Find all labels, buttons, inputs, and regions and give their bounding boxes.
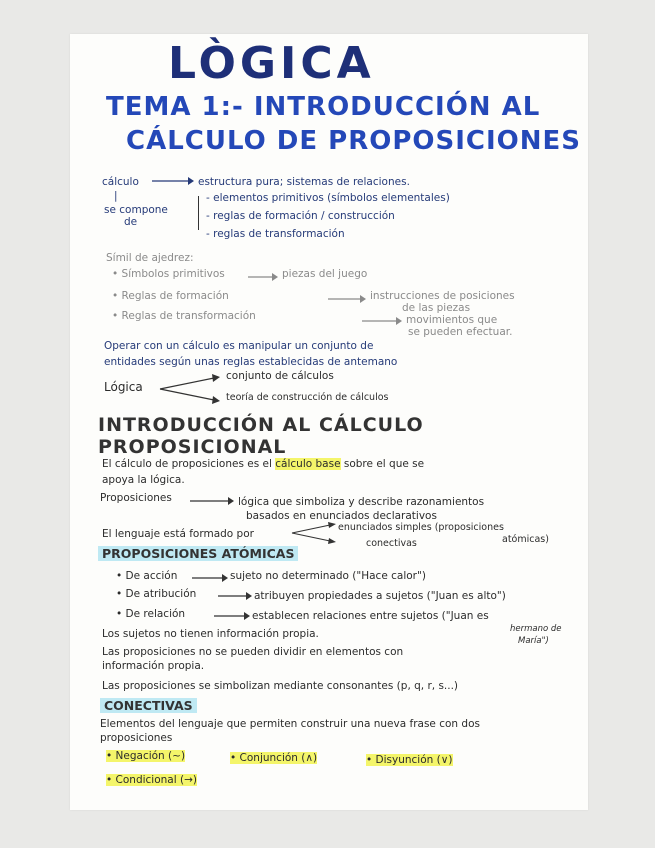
proposiciones-text: lógica que simboliza y describe razonamientos (238, 496, 485, 508)
atomica-text: sujeto no determinado ("Hace calor") (230, 570, 426, 582)
calculo-word: cálculo (102, 176, 139, 188)
operar-line: Operar con un cálculo es manipular un conjunto de (104, 340, 374, 352)
tema-title-line2: CÁLCULO DE PROPOSICIONES (126, 126, 581, 156)
tema-title-line1: TEMA 1:- INTRODUCCIÓN AL (106, 92, 541, 122)
vertical-tick: | (114, 190, 118, 202)
atomica-label: • De relación (116, 608, 186, 620)
note-line: Las proposiciones se simbolizan mediante consonantes (p, q, r, s...) (102, 680, 459, 692)
intro-line: apoya la lógica. (102, 474, 185, 486)
proposiciones-text: basados en enunciados declarativos (246, 510, 437, 522)
logica-branch: conjunto de cálculos (226, 370, 334, 382)
atomica-text: atribuyen propiedades a sujetos ("Juan es alto") (254, 590, 506, 602)
note-line: Las proposiciones no se pueden dividir en elementos con (102, 646, 404, 658)
conectiva-conjuncion: • Conjunción (∧) (230, 752, 318, 764)
ajedrez-left: • Reglas de transformación (112, 310, 256, 322)
branch-arrow-icon (292, 522, 336, 544)
ajedrez-right: piezas del juego (282, 268, 368, 280)
section-title: INTRODUCCIÓN AL CÁLCULO PROPOSICIONAL (98, 414, 588, 458)
note-line: Los sujetos no tienen información propia. (102, 628, 319, 640)
ajedrez-right: movimientos que (406, 314, 498, 326)
proposiciones-word: Proposiciones (100, 492, 172, 504)
highlighted-term: cálculo base (275, 458, 341, 470)
ajedrez-left: • Reglas de formación (112, 290, 229, 302)
se-compone-de: de (124, 216, 138, 228)
arrow-icon (214, 611, 250, 621)
arrow-icon (248, 272, 278, 282)
atomicas-heading: PROPOSICIONES ATÓMICAS (98, 546, 298, 561)
arrow-icon (328, 294, 366, 304)
brace (198, 196, 205, 230)
operar-line: entidades según unas reglas establecidas de antemano (104, 356, 398, 368)
calculo-definition: estructura pura; sistemas de relaciones. (198, 176, 410, 188)
ajedrez-right: instrucciones de posiciones (370, 290, 515, 302)
lenguaje-branch: conectivas (366, 538, 417, 549)
atomica-tail: hermano de (510, 624, 562, 634)
ajedrez-heading: Símil de ajedrez: (106, 252, 194, 264)
conectivas-definition: Elementos del lenguaje que permiten construir una nueva frase con dos (100, 718, 480, 730)
ajedrez-right: de las piezas (402, 302, 471, 314)
logica-branch: teoría de construcción de cálculos (226, 392, 389, 403)
arrow-icon (192, 573, 228, 583)
note-line: información propia. (102, 660, 205, 672)
arrow-icon (362, 316, 402, 326)
lenguaje-text: El lenguaje está formado por (102, 528, 254, 540)
calculo-item: - reglas de transformación (206, 228, 345, 240)
conectivas-definition: proposiciones (100, 732, 173, 744)
lenguaje-branch: enunciados simples (proposiciones (338, 522, 504, 533)
lenguaje-branch: atómicas) (502, 534, 549, 545)
atomica-label: • De atribución (116, 588, 197, 600)
atomica-label: • De acción (116, 570, 178, 582)
atomica-tail: María") (518, 636, 549, 646)
conectiva-condicional: • Condicional (→) (106, 774, 197, 786)
calculo-item: - reglas de formación / construcción (206, 210, 395, 222)
se-compone-label: se compone (104, 204, 168, 216)
conectiva-disyuncion: • Disyunción (∨) (366, 754, 453, 766)
arrow-icon (218, 591, 252, 601)
ajedrez-left: • Símbolos primitivos (112, 268, 225, 280)
conectiva-negacion: • Negación (~) (106, 750, 186, 762)
ajedrez-right: se pueden efectuar. (408, 326, 513, 338)
atomica-text: establecen relaciones entre sujetos ("Juan es (252, 610, 489, 622)
arrow-icon (150, 176, 194, 186)
calculo-item: - elementos primitivos (símbolos elementales) (206, 192, 450, 204)
intro-line: El cálculo de proposiciones es el cálculo base sobre el que se (102, 458, 425, 470)
logica-word: Lógica (104, 380, 143, 394)
notebook-page (70, 34, 588, 810)
branch-arrow-icon (160, 374, 220, 404)
arrow-icon (190, 496, 234, 506)
page-title: LÒGICA (168, 38, 375, 89)
conectivas-heading: CONECTIVAS (100, 698, 197, 713)
